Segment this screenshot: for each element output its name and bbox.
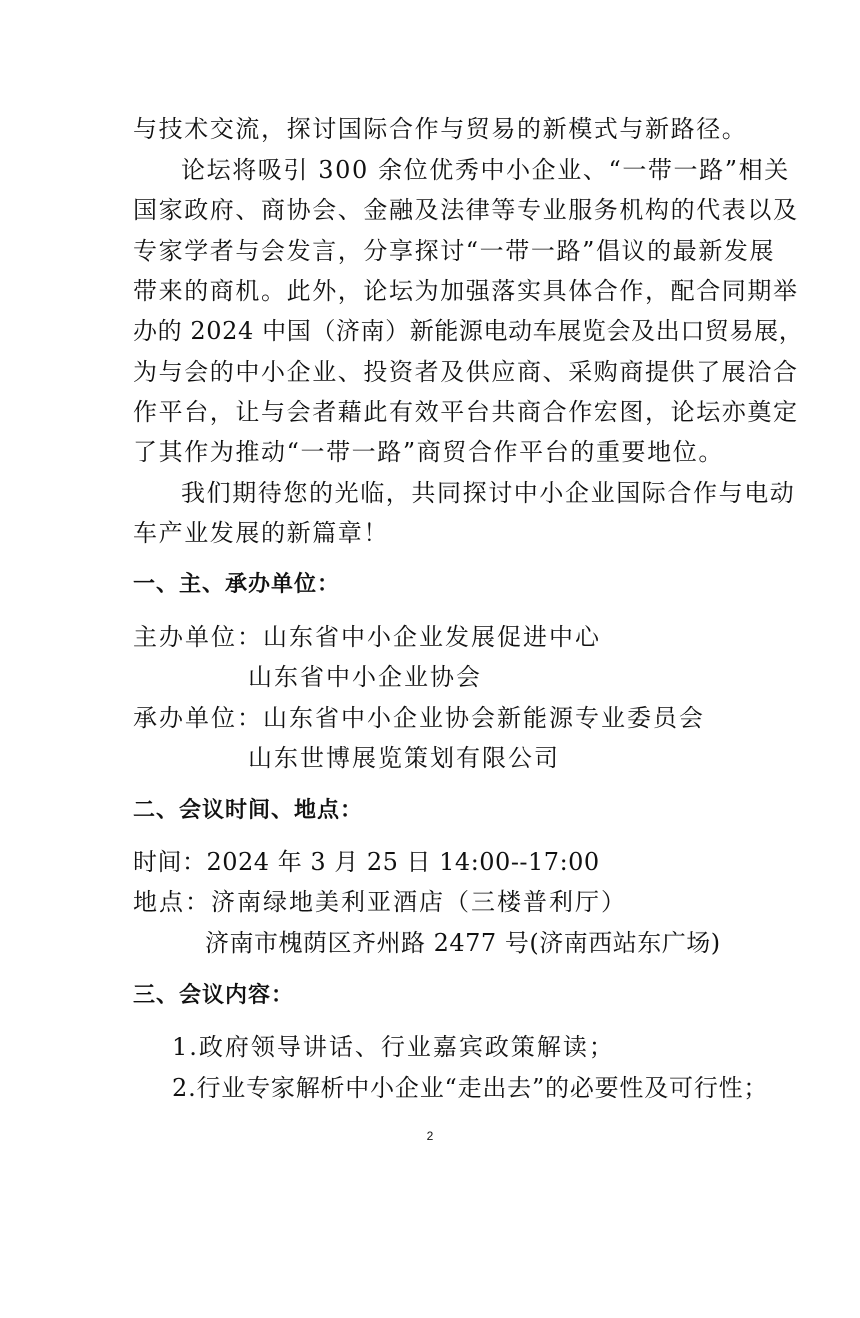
section-heading: 二、会议时间、地点： xyxy=(133,798,364,823)
paragraph-line: 论坛将吸引 300 余位优秀中小企业、“一带一路”相关 xyxy=(181,156,790,184)
section-heading: 一、主、承办单位： xyxy=(133,572,341,597)
paragraph-line: 带来的商机。此外，论坛为加强落实具体合作，配合同期举 xyxy=(133,277,799,305)
host-line: 山东省中小企业协会 xyxy=(248,663,482,691)
section-heading: 三、会议内容： xyxy=(133,983,295,1008)
paragraph-line: 办的 2024 中国（济南）新能源电动车展览会及出口贸易展， xyxy=(133,317,804,345)
paragraph-line: 为与会的中小企业、投资者及供应商、采购商提供了展洽合 xyxy=(133,358,799,386)
agenda-item: 1.政府领导讲话、行业嘉宾政策解读； xyxy=(172,1033,615,1061)
address-line: 济南市槐荫区齐州路 2477 号(济南西站东广场) xyxy=(205,929,721,957)
paragraph-line: 与技术交流，探讨国际合作与贸易的新模式与新路径。 xyxy=(133,115,748,143)
page-number: 2 xyxy=(426,1129,434,1143)
location-line: 地点：济南绿地美利亚酒店（三楼普利厅） xyxy=(133,888,627,916)
time-line: 时间：2024 年 3 月 25 日 14:00--17:00 xyxy=(133,848,600,876)
organizer-line: 山东世博展览策划有限公司 xyxy=(248,744,560,772)
host-line: 主办单位：山东省中小企业发展促进中心 xyxy=(133,623,601,651)
paragraph-line: 了其作为推动“一带一路”商贸合作平台的重要地位。 xyxy=(133,438,724,466)
paragraph-line: 作平台，让与会者藉此有效平台共商合作宏图，论坛亦奠定 xyxy=(133,398,799,426)
organizer-line: 承办单位：山东省中小企业协会新能源专业委员会 xyxy=(133,704,705,732)
paragraph-line: 车产业发展的新篇章！ xyxy=(133,519,389,547)
paragraph-line: 专家学者与会发言，分享探讨“一带一路”倡议的最新发展 xyxy=(133,237,776,265)
paragraph-line: 我们期待您的光临，共同探讨中小企业国际合作与电动 xyxy=(181,479,796,507)
paragraph-line: 国家政府、商协会、金融及法律等专业服务机构的代表以及 xyxy=(133,196,799,224)
agenda-item: 2.行业专家解析中小企业“走出去”的必要性及可行性； xyxy=(172,1074,769,1102)
